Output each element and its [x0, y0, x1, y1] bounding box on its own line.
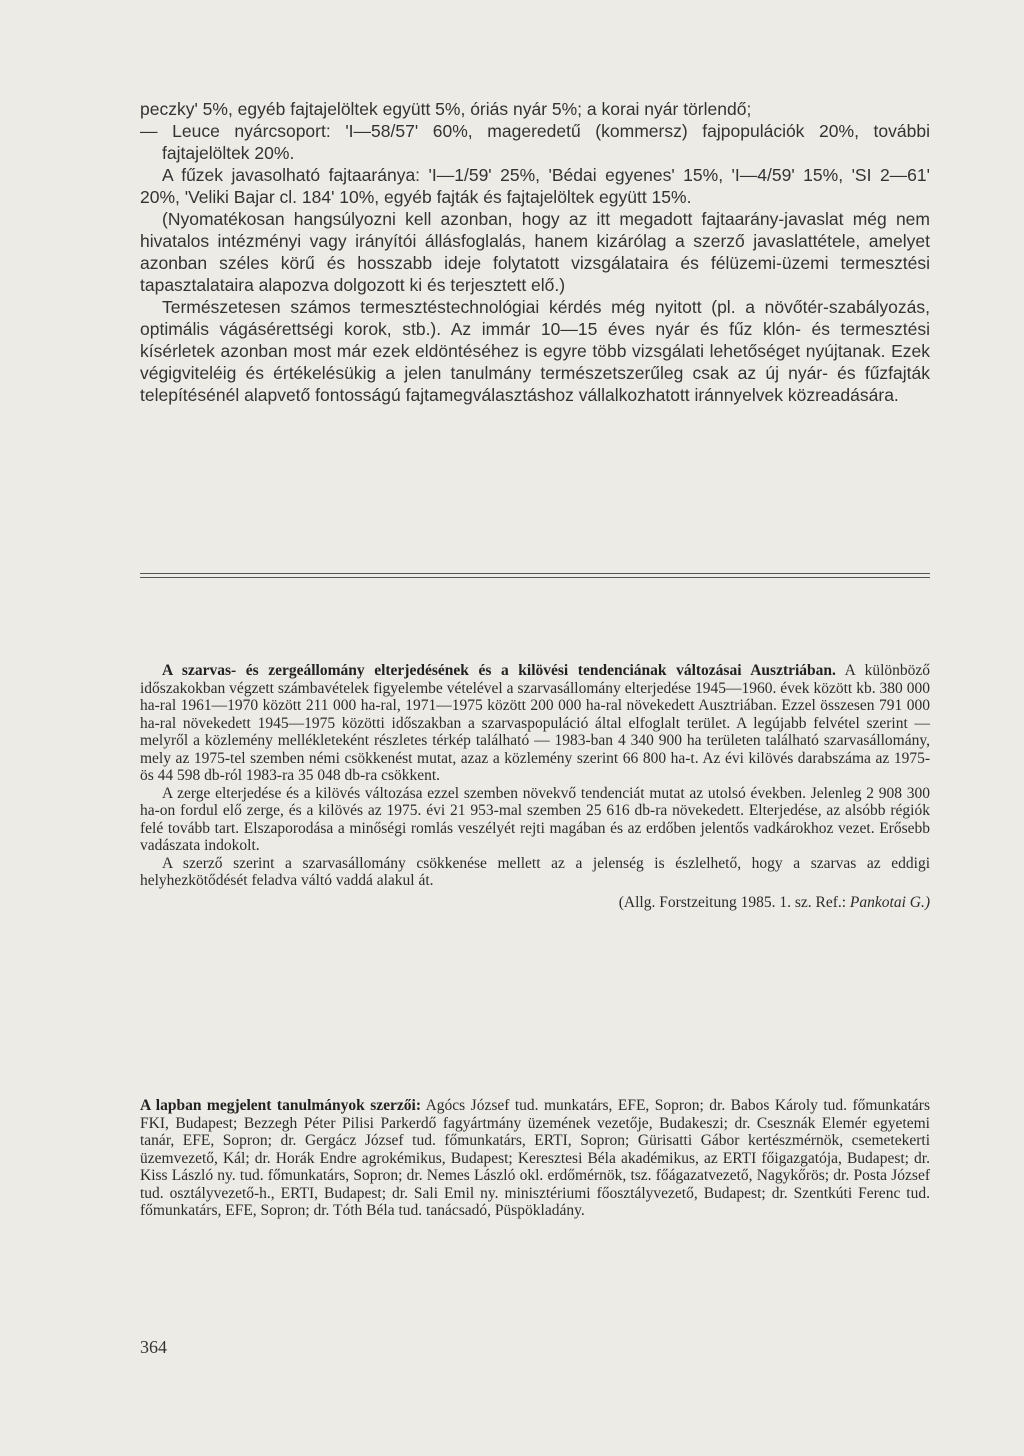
- abstract-paragraph-3: A szerző szerint a szarvasállomány csökkenése mellett az a jelenség is észlelhető, hogy a szarvas az eddigi helyhezkötődését feladva váltó vaddá alakul át.: [140, 854, 930, 889]
- recommendation-willow: A fűzek javasolható fajtaaránya: 'I—1/59' 25%, 'Bédai egyenes' 15%, 'I—4/59' 15%, 'SI 2—61' 20%, 'Veliki Bajar cl. 184' 10%, egyéb fajták és fajtajelöltek együtt 15%.: [140, 165, 930, 207]
- authors-list: Agócs József tud. munkatárs, EFE, Sopron; dr. Babos Károly tud. főmunkatárs FKI, Budapest; Bezzegh Péter Pilisi Parkerdő fagyártmány üzemének vezetője, Budakeszi; dr. Csesznák Elemér egyetemi tanár, EFE, Sopron; dr. Gergácz József tud. főmunkatárs, ERTI, Sopron; Gürisatti Gábor kertészmérnök, csemetekerti üzemvezető, Kál; dr. Horák Endre agrokémikus, Budapest; Keresztesi Béla akadémikus, az ERTI főigazgatója, Budapest; dr. Kiss László ny. tud. főmunkatárs, Sopron; dr. Nemes László okl. erdőmérnök, tsz. főágazatvezető, Nagykőrös; dr. Posta József tud. osztályvezető-h., ERTI, Budapest; dr. Sali Emil ny. minisztériumi főosztályvezető, Budapest; dr. Szentkúti Ferenc tud. főmunkatárs, EFE, Sopron; dr. Tóth Béla tud. tanácsadó, Püspökladány.: [140, 1097, 930, 1219]
- abstract-reference: [140, 894, 930, 912]
- abstract-body-1: A különböző időszakokban végzett számbavételek figyelembe vételével a szarvasállomány elterjedése 1945—1960. évek között kb. 380 000 ha-ral 1961—1970 között 211 000 ha-ral, 1971—1975 között 200 000 ha-ral növekedett Ausztriában. Ezzel összesen 791 000 ha-ral növekedett 1945—1975 közötti időszakban a szarvaspopuláció által elfoglalt terület. A legújabb felvétel szerint — melyről a közlemény mellékleteként részletes térkép található — 1983-ban 4 340 900 ha területen található szarvasállomány, mely az 1975-tel szemben némi csökkenést mutat, azaz a közlemény szerint 66 800 ha-t. Az évi kilövés darabszáma az 1975-ös 44 598 db-ról 1983-ra 35 048 db-ra csökkent.: [140, 662, 931, 784]
- abstract-paragraph-1: [140, 662, 930, 785]
- closing-paragraph: Természetesen számos termesztéstechnológiai kérdés még nyitott (pl. a növőtér-szabályozás, optimális vágásérettségi korok, stb.). Az immár 10—15 éves nyár és fűz klón- és termesztési kísérletek azonban most már ezek eldöntéséhez is egyre több vizsgálati lehetőséget nyújtanak. Ezek végigviteléig és értékelésükig a jelen tanulmány természetszerűleg csak az új nyár- és fűzfajták telepítésénél alapvető fontosságú fajtamegválasztáshoz vállalkozhatott iránnyelvek közreadására.: [140, 297, 930, 405]
- authors-paragraph: [140, 1097, 930, 1220]
- section-divider: [140, 573, 930, 581]
- page-number: 364: [140, 1337, 167, 1357]
- abstract-section: [140, 662, 930, 911]
- reference-author: Pankotai G.): [849, 893, 930, 911]
- reference-source: (Allg. Forstzeitung 1985. 1. sz. Ref.:: [618, 893, 850, 911]
- authors-title: A lapban megjelent tanulmányok szerzői:: [140, 1097, 421, 1114]
- authors-section: [140, 1097, 930, 1220]
- recommendation-leuce: — Leuce nyárcsoport: 'I—58/57' 60%, mageredetű (kommersz) fajpopulációk 20%, további fajtajelöltek 20%.: [140, 121, 930, 163]
- article-continuation: [140, 98, 930, 406]
- disclaimer-paragraph: (Nyomatékosan hangsúlyozni kell azonban, hogy az itt megadott fajtaarány-javaslat még nem hivatalos intézményi vagy irányítói állásfoglalás, hanem kizárólag a szerző javaslattétele, amelyet azonban széles körű és hosszabb ideje folytatott vizsgálataira és félüzemi-üzemi termesztési tapasztalataira alapozva dolgozott ki és terjesztett elő.): [140, 209, 930, 295]
- abstract-paragraph-2: A zerge elterjedése és a kilövés változása ezzel szemben növekvő tendenciát mutat az utolsó években. Jelenleg 2 908 300 ha-on fordul elő zerge, és a kilövés az 1975. évi 21 953-mal szemben 25 616 db-ra növekedett. Elterjedése, az alsóbb régiók felé tovább tart. Elszaporodása a minőségi romlás veszélyét rejti magában és az erdőben jelentős vadkárokhoz vezet. Erősebb vadászata indokolt.: [140, 784, 930, 854]
- abstract-title: A szarvas- és zergeállomány elterjedésének és a kilövési tendenciának változásai Ausztriában.: [162, 662, 836, 679]
- recommendation-poplar-end: peczky' 5%, egyéb fajtajelöltek együtt 5%, óriás nyár 5%; a korai nyár törlendő;: [140, 99, 752, 119]
